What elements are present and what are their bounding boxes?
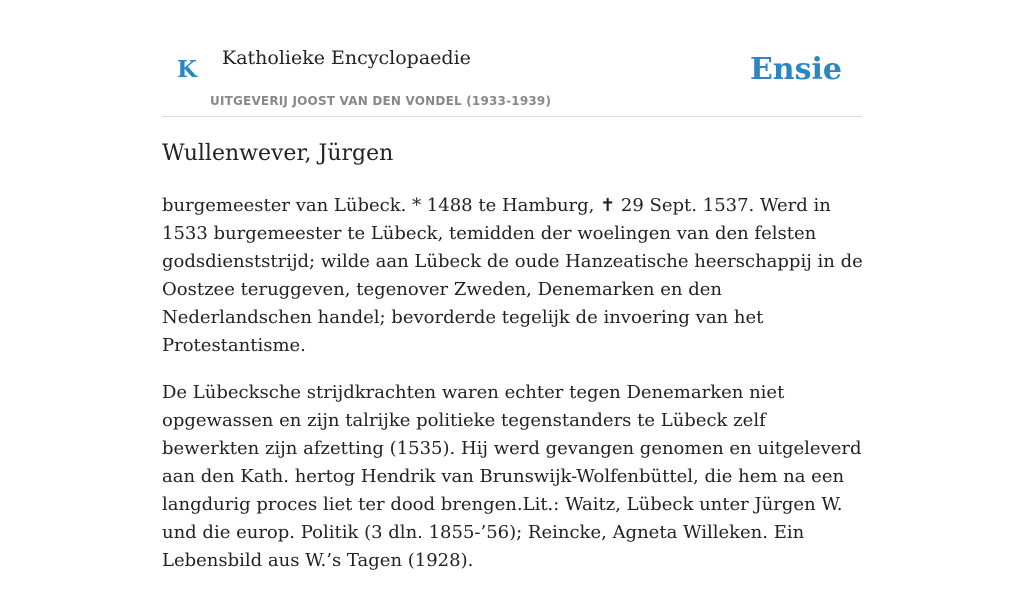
publication-title[interactable]: Katholieke Encyclopaedie bbox=[222, 47, 471, 69]
article-paragraph: De Lübecksche strijdkrachten waren echter tegen Denemarken niet opgewassen en zijn talrijke politieke tegenstanders te Lübeck zelf bewerkten zijn afzetting (1535). Hij werd gevangen genomen en uitgeleverd aan den Kath. hertog Hendrik van Brunswijk-Wolfenbüttel, die hem na een langdurig proces liet ter dood brengen.Lit.: Waitz, Lübeck unter Jürgen W. und die europ. Politik (3 dln. 1855-’56); Reincke, Agneta Willeken. Ein Lebensbild aus W.’s Tagen (1928). bbox=[162, 382, 862, 571]
article-paragraph: burgemeester van Lübeck. * 1488 te Hamburg, ✝ 29 Sept. 1537. Werd in 1533 burgemeester te Lübeck, temidden der woelingen van den felsten godsdienststrijd; wilde aan Lübeck de oude Hanzeatische heerschappij in de Oostzee teruggeven, tegenover Zweden, Denemarken en den Nederlandschen handel; bevorderde tegelijk de invoering van het Protestantisme. bbox=[162, 195, 863, 356]
article-body bbox=[162, 192, 867, 594]
article-title: Wullenwever, Jürgen bbox=[162, 141, 394, 166]
publication-logo-icon[interactable]: K bbox=[177, 56, 197, 83]
publisher-label: UITGEVERIJ JOOST VAN DEN VONDEL (1933-1939) bbox=[210, 94, 552, 108]
ensie-brand-logo[interactable]: Ensie bbox=[749, 52, 842, 87]
site-header bbox=[162, 0, 862, 117]
